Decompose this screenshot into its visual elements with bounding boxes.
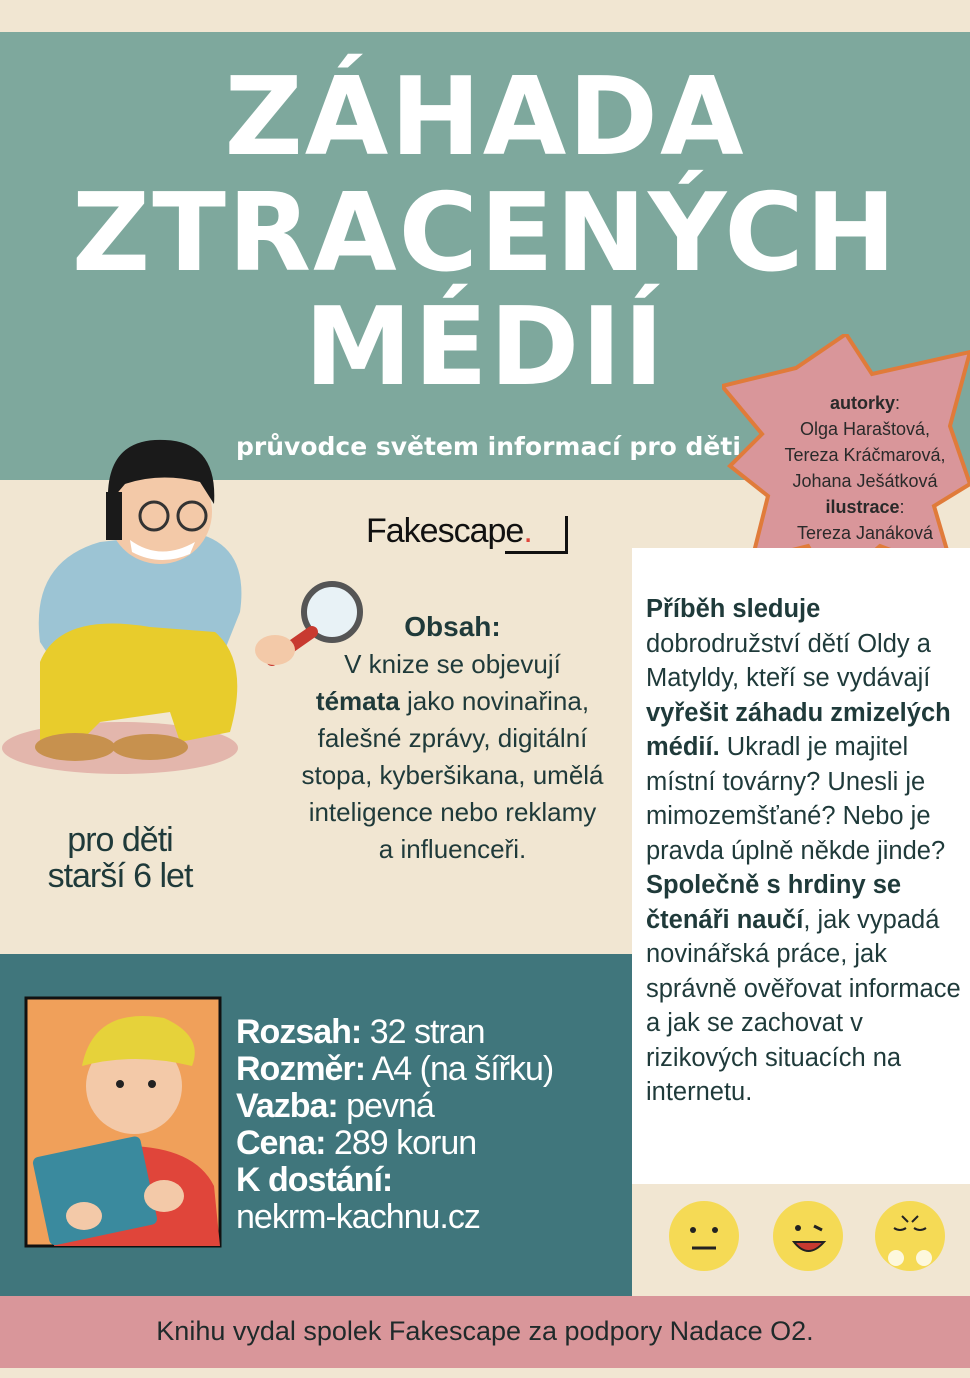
info-row-size: Rozměr: A4 (na šířku) [236,1050,554,1088]
story-text [646,592,964,1110]
info-value: 289 korun [325,1124,477,1162]
story-bold: vyřešit záhadu zmizelých médií. [646,698,951,761]
subtitle: průvodce světem informací pro děti [236,432,741,461]
info-row-extent: Rozsah: 32 stran [236,1013,485,1051]
footer-text: Knihu vydal spolek Fakescape za podpory Nadace O2. [156,1316,814,1346]
availability-link[interactable]: nekrm-kachnu.cz [236,1198,480,1236]
story-plain: Ukradl je majitel místní továrny? Unesli je mimozemšťané? Nebo je pravda úplně někde jinde? [646,733,946,865]
logo-frame [505,516,568,554]
content-section [300,610,605,868]
story-bold: Společně s hrdiny se čtenáři naučí [646,871,902,934]
info-label: Cena [236,1124,316,1162]
info-row-binding: Vazba: pevná [236,1087,434,1125]
credits: autorky: Olga Haraštová, Tereza Kráčmarová, Johana Ješátková ilustrace: Tereza Janáková [762,390,968,546]
info-label: K dostání [236,1161,382,1199]
content-text: V knize se objevují [344,649,561,679]
info-label: Vazba [236,1087,328,1125]
info-row-price: Cena: 289 korun [236,1124,477,1162]
logo-text: Fakescape [366,512,524,550]
winking-face-icon [772,1200,844,1272]
logo-dot: . [523,512,532,550]
author-name: Johana Ješátková [792,471,938,491]
author-name: Olga Haraštová, [799,419,931,439]
title-line-2: ZTRACENÝCH [71,171,899,296]
title-line-3: MÉDIÍ [304,285,666,410]
illustrations-label: ilustrace [825,497,900,517]
age-line: pro děti [67,821,173,859]
info-value: 32 stran [361,1013,485,1051]
info-row-availability: K dostání: [236,1161,393,1199]
info-value: pevná [337,1087,434,1125]
story-bold: Příběh sleduje [646,595,821,623]
info-label: Rozměr [236,1050,355,1088]
age-line: starší 6 let [47,857,193,895]
content-text: jako novinařina, falešné zprávy, digitální stopa, kyberšikana, umělá inteligence nebo reklamy a influenceři. [301,686,604,864]
boy-tablet-illustration [24,996,222,1248]
content-heading: Obsah: [404,611,501,642]
info-label: Rozsah [236,1013,351,1051]
story-plain: , jak vypadá novinářská práce, jak správně ověřovat informace a jak se zachovat v rizikových situacích na internetu. [646,905,961,1106]
authors-label: autorky [829,393,895,413]
title-line-1: ZÁHADA [224,55,746,180]
illustrator-name: Tereza Janáková [796,523,934,543]
content-bold: témata [315,686,400,716]
neutral-face-icon [668,1200,740,1272]
age-recommendation [20,822,220,894]
story-plain: dobrodružství dětí Oldy a Matyldy, kteří se vydávají [646,629,931,692]
info-value: A4 (na šířku) [365,1050,554,1088]
angry-face-icon [874,1200,946,1272]
book-info [236,1014,632,1236]
author-name: Tereza Kráčmarová, [784,445,946,465]
content-body [300,646,605,868]
